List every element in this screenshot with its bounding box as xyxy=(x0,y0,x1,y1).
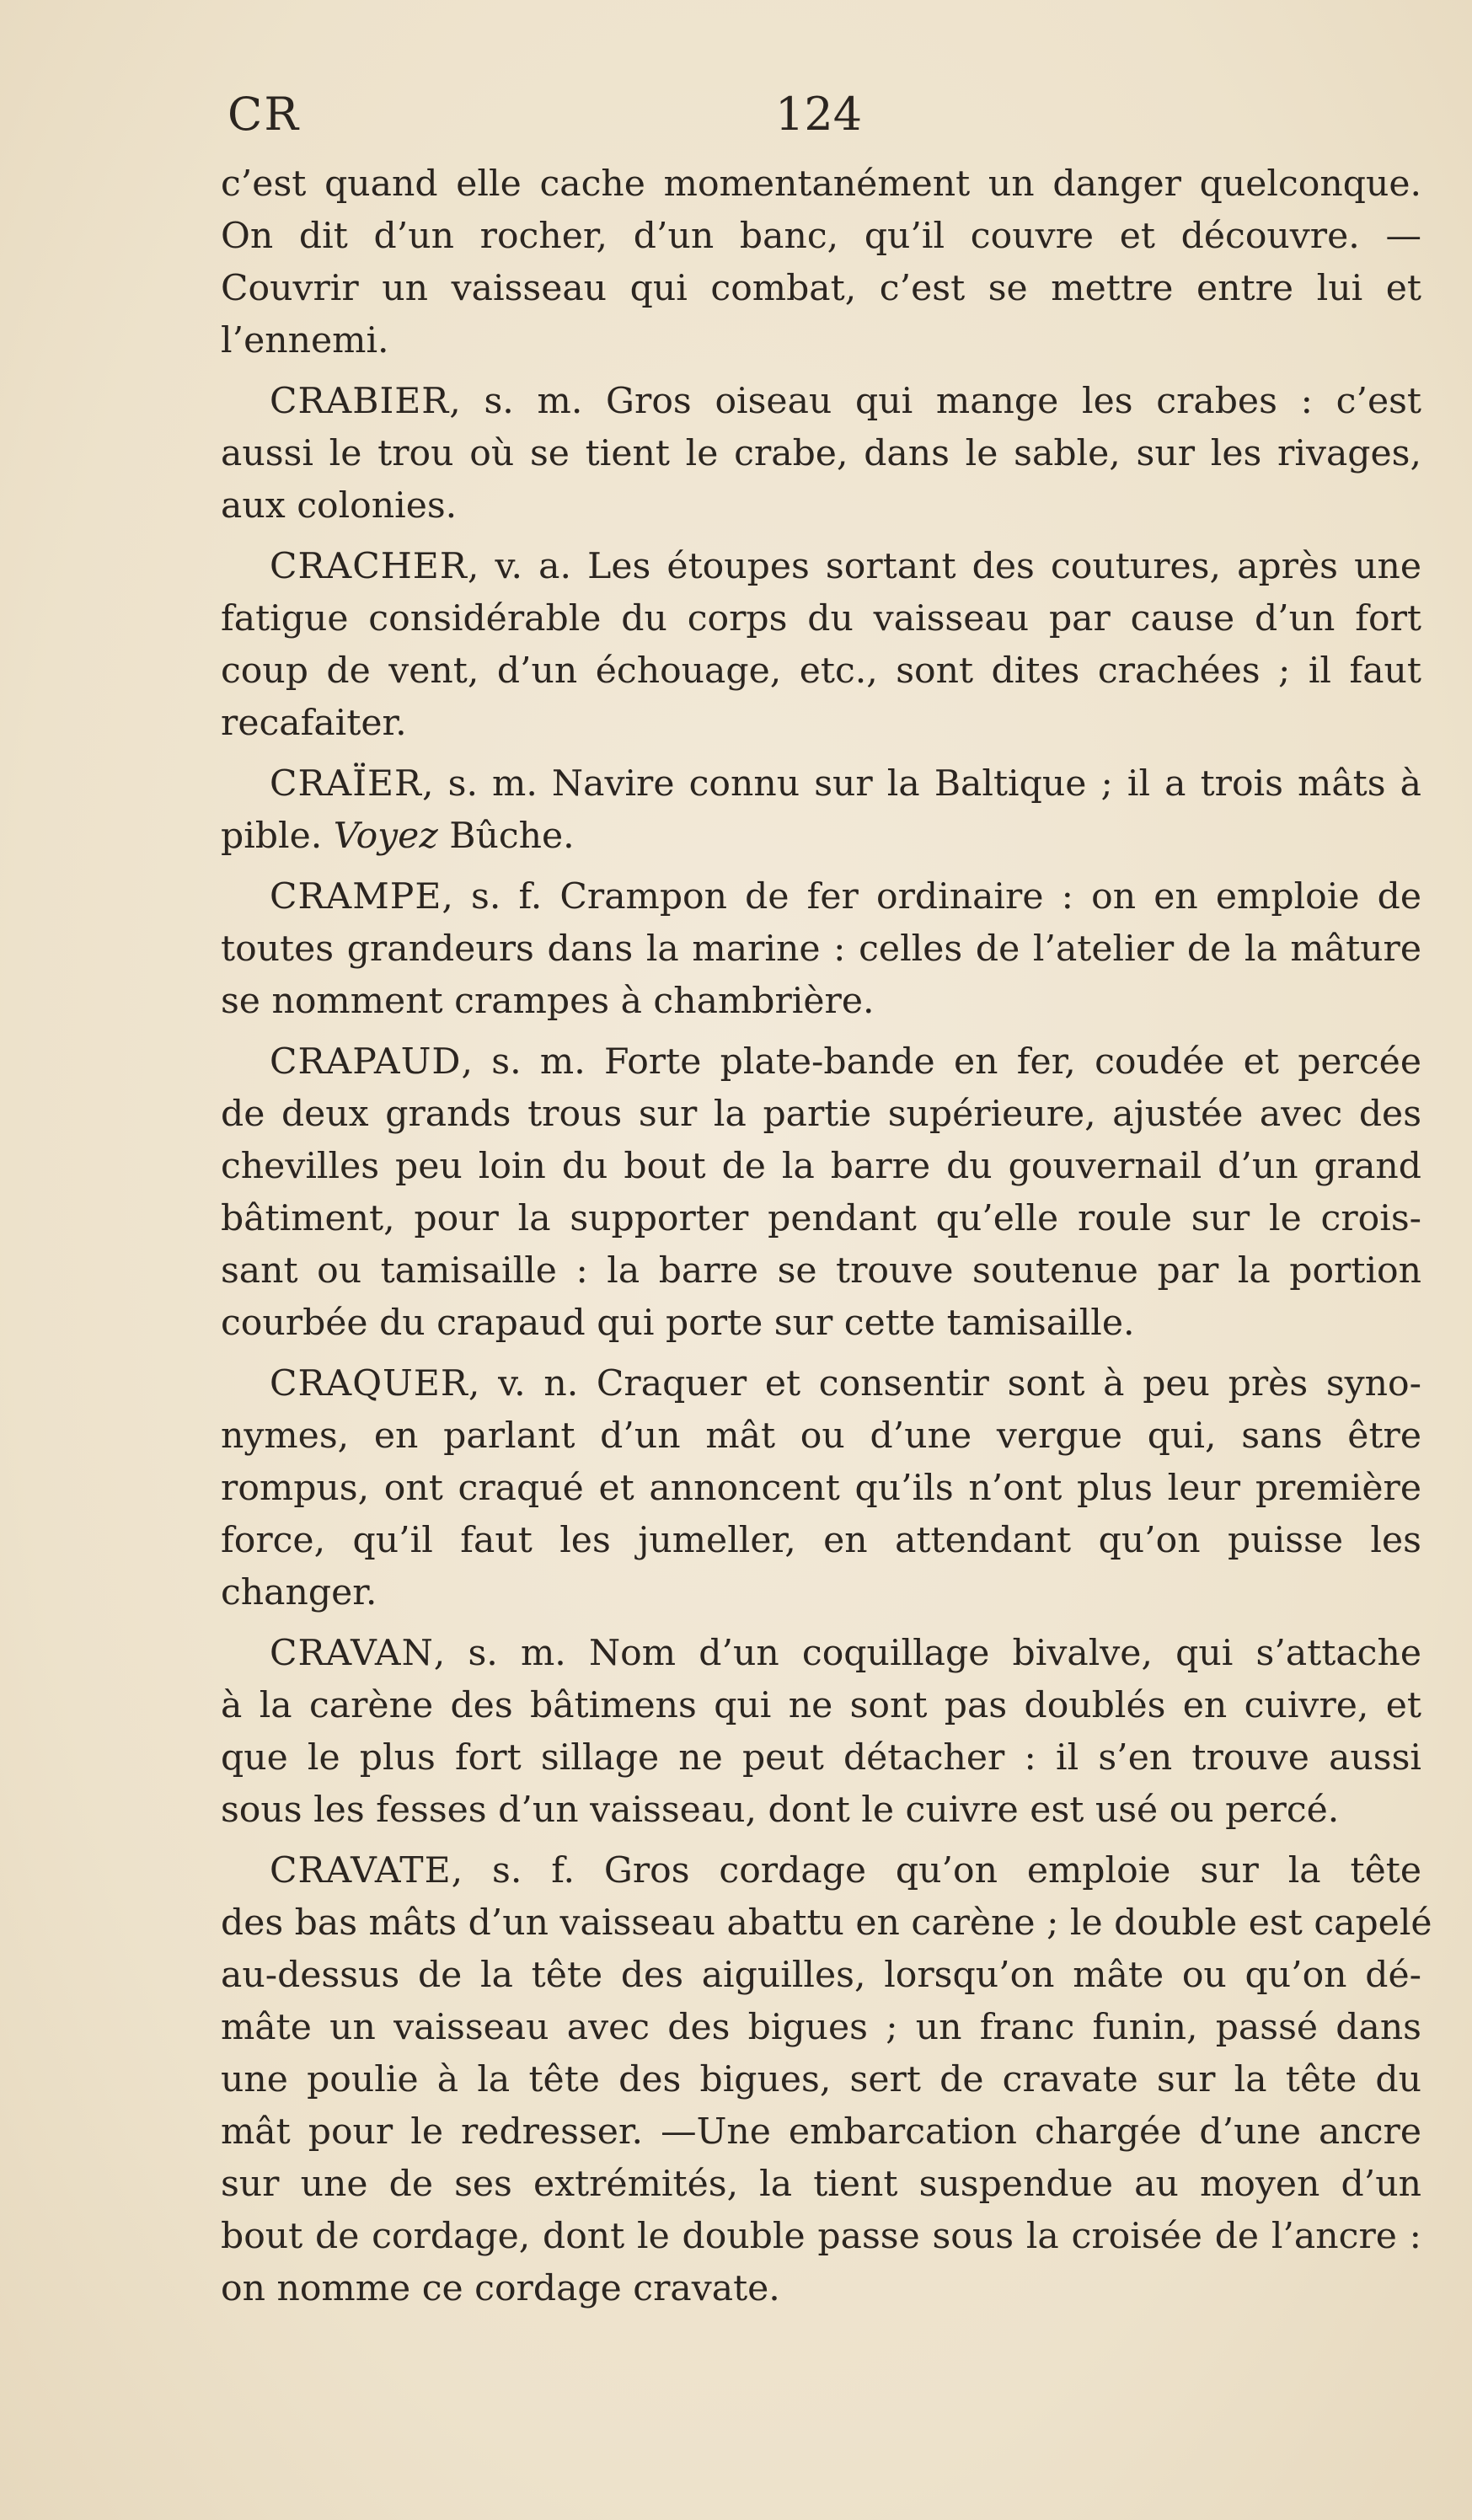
entry-first-line xyxy=(221,1628,1421,1680)
headword: CRAVATE xyxy=(270,1850,452,1891)
entry-craquer xyxy=(221,1358,1421,1619)
text-line: des bas mâts d’un vaisseau abattu en carène ; le double est capelé xyxy=(221,1902,1432,1944)
text-line: toutes grandeurs dans la marine : celles de l’atelier de la mâture xyxy=(221,928,1421,970)
text-line: mâte un vaisseau avec des bigues ; un franc funin, passé dans xyxy=(221,2007,1421,2048)
text-line xyxy=(221,811,1421,863)
definition-start: , s. f. Gros cordage qu’on emploie sur la tête xyxy=(451,1850,1421,1891)
text-line: c’est quand elle cache momentanément un danger quelconque. xyxy=(221,163,1421,205)
text-line: On dit d’un rocher, d’un banc, qu’il couvre et découvre. — xyxy=(221,216,1421,257)
text-line: fatigue considérable du corps du vaisseau par cause d’un fort xyxy=(221,598,1421,639)
text-line: changer. xyxy=(221,1572,377,1613)
text-line: sur une de ses extrémités, la tient suspendue au moyen d’un xyxy=(221,2164,1421,2205)
text-line: bout de cordage, dont le double passe sous la croisée de l’ancre : xyxy=(221,2216,1421,2257)
text-line: sant ou tamisaille : la barre se trouve soutenue par la portion xyxy=(221,1250,1421,1292)
entry-craier xyxy=(221,758,1421,863)
text-line: courbée du crapaud qui porte sur cette tamisaille. xyxy=(221,1303,1135,1344)
definition-start: , s. m. Navire connu sur la Baltique ; il a trois mâts à xyxy=(422,763,1421,805)
definition-start: , v. a. Les étoupes sortant des coutures, après une xyxy=(467,546,1421,587)
cross-reference-target: Bûche. xyxy=(449,816,575,857)
text-line: force, qu’il faut les jumeller, en attendant qu’on puisse les xyxy=(221,1520,1421,1561)
text-line: de deux grands trous sur la partie supérieure, ajustée avec des xyxy=(221,1094,1421,1135)
entry-cravan xyxy=(221,1628,1421,1837)
definition-start: , s. f. Crampon de fer ordinaire : on en emploie de xyxy=(442,876,1421,918)
entry-first-line xyxy=(221,1845,1421,1897)
text-line: aussi le trou où se tient le crabe, dans le sable, sur les rivages, xyxy=(221,433,1421,474)
text-line: mât pour le redresser. —Une embarcation chargée d’une ancre xyxy=(221,2111,1421,2153)
running-headword: CR xyxy=(227,88,300,141)
dictionary-text xyxy=(221,158,1432,2324)
headword: CRACHER xyxy=(270,546,468,587)
text-line: aux colonies. xyxy=(221,485,458,527)
text-fragment: pible. xyxy=(221,816,323,857)
text-line: une poulie à la tête des bigues, sert de cravate sur la tête du xyxy=(221,2059,1421,2100)
definition-start: , v. n. Craquer et consentir sont à peu près syno- xyxy=(468,1363,1421,1404)
headword: CRABIER xyxy=(270,381,450,422)
headword: CRAMPE xyxy=(270,876,442,918)
voyez-reference: Voyez xyxy=(333,816,438,857)
text-line: à la carène des bâtimens qui ne sont pas doublés en cuivre, et xyxy=(221,1685,1421,1726)
entry-crapaud xyxy=(221,1036,1421,1350)
entry-first-line xyxy=(221,1358,1421,1410)
page-number: 124 xyxy=(775,88,863,141)
entry-crampe xyxy=(221,871,1421,1028)
entry-first-line xyxy=(221,376,1421,428)
entry-first-line xyxy=(221,871,1421,923)
text-line: au-dessus de la tête des aiguilles, lorsqu’on mâte ou qu’on dé- xyxy=(221,1955,1421,1996)
page-header xyxy=(227,81,1420,148)
definition-start: , s. m. Gros oiseau qui mange les crabes : c’est xyxy=(449,381,1421,422)
headword: CRAVAN xyxy=(270,1633,434,1674)
text-line: bâtiment, pour la supporter pendant qu’elle roule sur le crois- xyxy=(221,1198,1421,1239)
entry-continuation xyxy=(221,158,1421,367)
entry-first-line xyxy=(221,541,1421,593)
text-line: on nomme ce cordage cravate. xyxy=(221,2268,780,2309)
text-line: rompus, ont craqué et annoncent qu’ils n’ont plus leur première xyxy=(221,1468,1421,1509)
entry-crabier xyxy=(221,376,1421,532)
definition-start: , s. m. Nom d’un coquillage bivalve, qui s’attache xyxy=(433,1633,1421,1674)
text-line: se nomment crampes à chambrière. xyxy=(221,981,875,1022)
entry-cracher xyxy=(221,541,1421,750)
text-line: coup de vent, d’un échouage, etc., sont dites crachées ; il faut xyxy=(221,650,1421,692)
text-line: nymes, en parlant d’un mât ou d’une vergue qui, sans être xyxy=(221,1415,1421,1457)
entry-first-line xyxy=(221,1036,1421,1089)
entry-first-line xyxy=(221,758,1421,811)
headword: CRAQUER xyxy=(270,1363,468,1404)
entry-cravate xyxy=(221,1845,1432,2315)
text-line: que le plus fort sillage ne peut détacher : il s’en trouve aussi xyxy=(221,1737,1421,1779)
text-line: chevilles peu loin du bout de la barre du gouvernail d’un grand xyxy=(221,1146,1421,1187)
text-line: recafaiter. xyxy=(221,703,407,744)
headword: CRAÏER xyxy=(270,763,423,805)
text-line: Couvrir un vaisseau qui combat, c’est se mettre entre lui et xyxy=(221,268,1421,309)
text-line: sous les fesses d’un vaisseau, dont le cuivre est usé ou percé. xyxy=(221,1790,1340,1831)
definition-start: , s. m. Forte plate-bande en fer, coudée et percée xyxy=(461,1041,1421,1083)
text-line: l’ennemi. xyxy=(221,320,389,361)
headword: CRAPAUD xyxy=(270,1041,462,1083)
